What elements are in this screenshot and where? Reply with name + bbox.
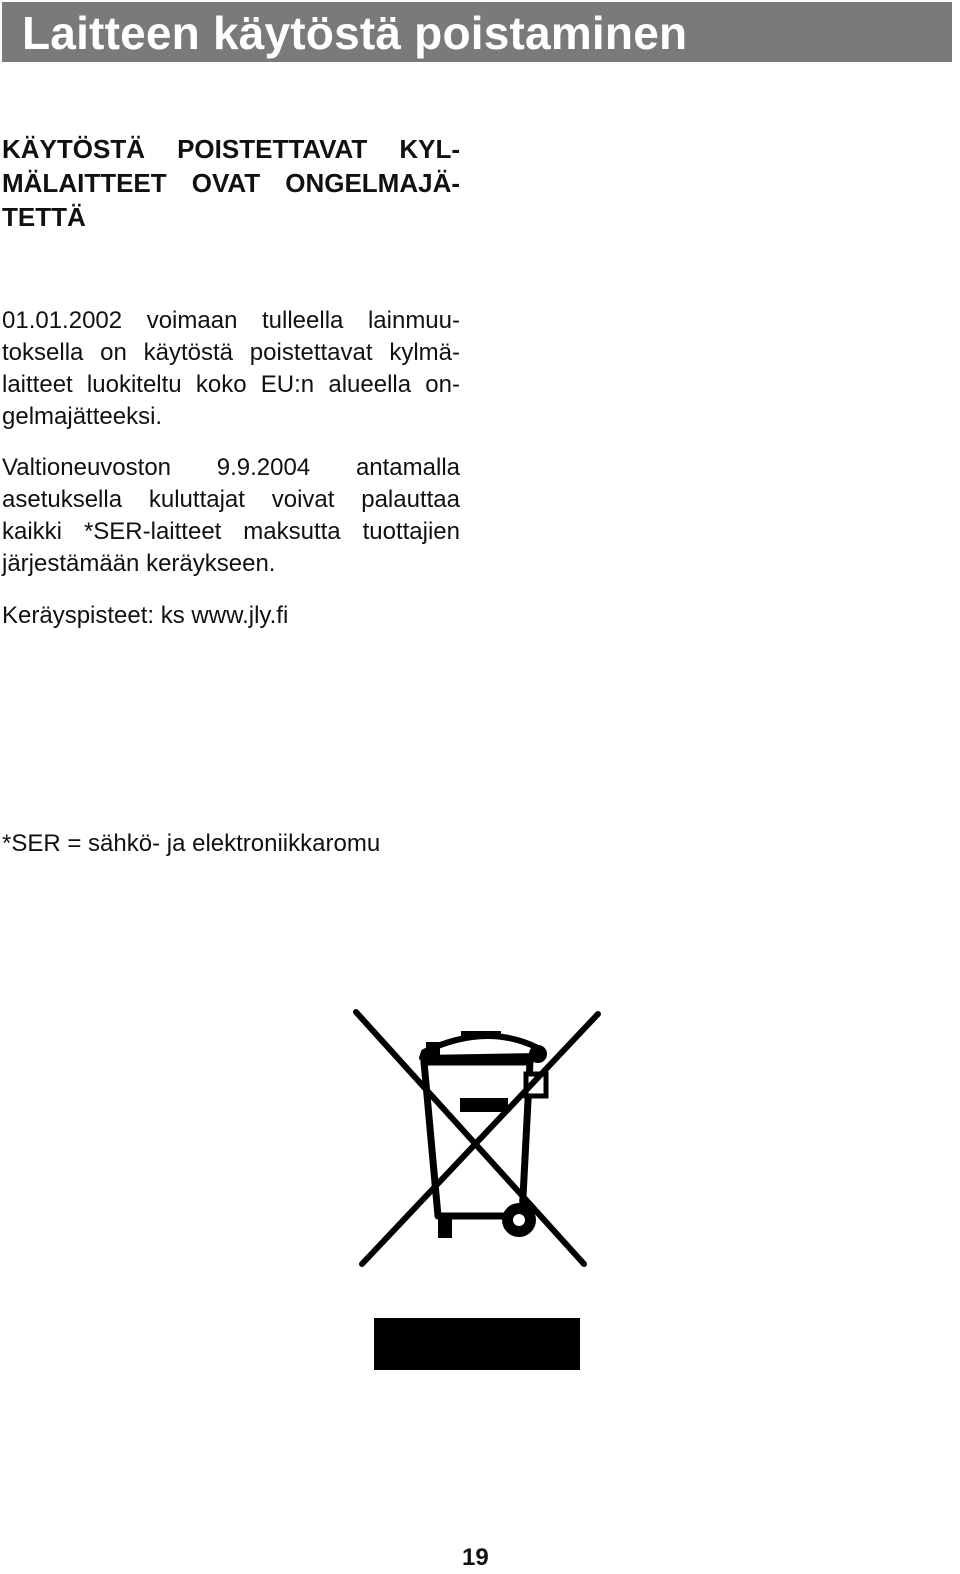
paragraph-line: asetuksella kuluttajat voivat palauttaa <box>2 486 460 513</box>
paragraph-regulation <box>2 305 460 433</box>
footnote-ser <box>2 828 460 860</box>
paragraph-line: 01.01.2002 voimaan tulleella lainmuu- <box>2 307 460 334</box>
bin-slot <box>460 1098 508 1112</box>
bin-lid-hinge <box>426 1042 440 1060</box>
paragraph-collection-points <box>2 600 460 632</box>
paragraph-line: kaikki *SER-laitteet maksutta tuottajien <box>2 518 460 545</box>
page-title: Laitteen käytöstä poistaminen <box>22 7 688 59</box>
page-number: 19 <box>462 1544 489 1571</box>
symbol-bar <box>374 1318 580 1370</box>
paragraph-line: gelmajätteeksi. <box>2 403 163 430</box>
paragraph-line: järjestämään keräykseen. <box>2 550 276 577</box>
paragraph-line: Keräyspisteet: ks www.jly.fi <box>2 602 289 629</box>
bin-wheel-hub <box>513 1214 525 1226</box>
paragraph-decree <box>2 452 460 580</box>
paragraph-line: laitteet luokiteltu koko EU:n alueella on- <box>2 371 460 398</box>
paragraph-line: Valtioneuvoston 9.9.2004 antamalla <box>2 454 460 481</box>
title-bar <box>2 2 952 62</box>
heading-line: MÄLAITTEET OVAT ONGELMAJÄ- <box>2 168 460 198</box>
bin-foot <box>438 1216 452 1238</box>
crossed-out-wheelie-bin-icon <box>326 982 640 1394</box>
paragraph-line: *SER = sähkö- ja elektroniikkaromu <box>2 830 381 857</box>
heading-line: TETTÄ <box>2 202 86 232</box>
paragraph-line: toksella on käytöstä poistettavat kylmä- <box>2 339 460 366</box>
heading-line: KÄYTÖSTÄ POISTETTAVAT KYL- <box>2 134 460 164</box>
section-heading <box>2 132 460 234</box>
